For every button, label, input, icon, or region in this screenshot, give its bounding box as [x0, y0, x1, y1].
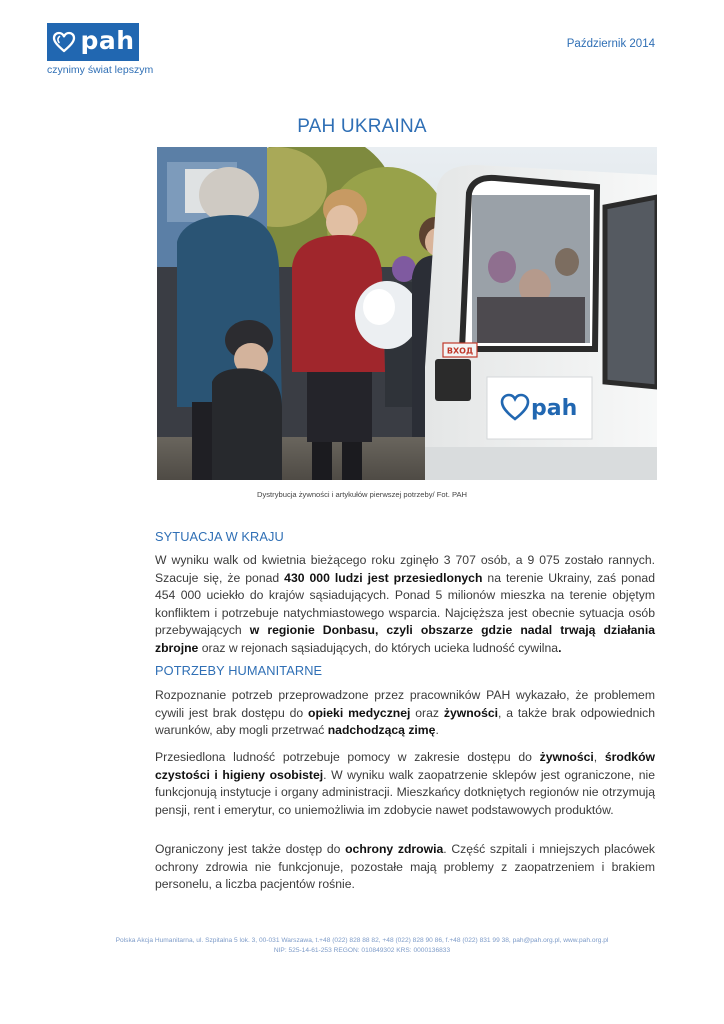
section-heading-situation: SYTUACJA W KRAJU [155, 529, 284, 544]
emphasis-text: 430 000 ludzi jest przesiedlonych [284, 570, 483, 585]
pah-logo [47, 23, 139, 61]
body-text: oraz w rejonach sąsiadujących, do których ucieka ludność cywilna [198, 640, 559, 655]
needs-paragraph-1 [155, 687, 655, 740]
body-text: , [593, 750, 605, 764]
body-text: oraz [410, 705, 444, 720]
body-text: W wyniku walk od kwietnia bieżącego roku zginęło 3 707 osób, a 9 075 zostało rannych. Szacuje się, że ponad [155, 553, 655, 585]
body-text: Ograniczony jest także dostęp do [155, 842, 346, 856]
body-text: Przesiedlona ludność potrzebuje pomocy w zakresie dostępu do [155, 750, 540, 764]
tagline: czynimy świat lepszym [47, 64, 154, 76]
situation-paragraph [155, 552, 655, 657]
photo-illustration [157, 147, 657, 480]
heart-logo-icon [51, 29, 77, 55]
document-date: Październik 2014 [566, 38, 655, 50]
emphasis-text: opieki medycznej [308, 705, 411, 720]
needs-paragraph-2 [155, 749, 655, 819]
body-text: . [435, 723, 439, 737]
van-logo-text: pah [531, 396, 578, 421]
emphasis-text: ochrony zdrowia [345, 842, 444, 856]
photo-caption: Dystrybucja żywności i artykułów pierwszej potrzeby/ Fot. PAH [256, 490, 468, 499]
body-text: . Część szpitali i mniejszych placówek ochrony zdrowia nie funkcjonuje, pozostałe mają problemy z zaopatrzeniem i brakiem personelu, a liczba pacjentów rośnie. [155, 842, 655, 891]
emphasis-text: w regionie Donbasu, czyli obszarze gdzie nadal trwają działania zbrojne [155, 623, 656, 655]
body-text: , a także brak odpowiednich warunków, aby mogli przetrwać [155, 705, 655, 737]
body-text: Rozpoznanie potrzeb przeprowadzone przez pracowników PAH wykazało, że problemem cywili jest brak dostępu do [155, 688, 655, 720]
needs-paragraph-3 [155, 841, 655, 894]
section-heading-needs: POTRZEBY HUMANITARNE [155, 663, 323, 678]
distribution-photo [157, 147, 657, 480]
footer-registration: NIP: 525-14-61-253 REGON: 010849302 KRS: 0000136833 [273, 947, 451, 954]
body-text: na terenie Ukrainy, zaś ponad 454 000 uciekło do krajów sąsiadujących. Ponad 5 milionów mieszka na terenie objętym konfliktem i potrzebuje natychmiastowego wsparcia. Najcięższa jest obecnie sytuacja osób przebywających [155, 570, 655, 637]
footer-address: Polska Akcja Humanitarna, ul. Szpitalna 5 lok. 3, 00-031 Warszawa, t.+48 (022) 828 88 82, +48 (022) 828 90 86, f.+48 (022) 831 99 38, pah@pah.org.pl, www.pah.org.pl [115, 937, 609, 944]
logo-wordmark: pah [80, 26, 135, 55]
body-text: . W wyniku walk zaopatrzenie sklepów jest ograniczone, nie funkcjonują instytucje i organy administracji. Mieszkańcy dotkniętych regionów nie otrzymują pensji, rent i emerytur, co uniemożliwia im zdobycie nawet podstawowych produktów. [155, 767, 655, 817]
page-title: PAH UKRAINA [297, 116, 427, 137]
emphasis-text: nadchodzącą zimę [327, 723, 436, 737]
emphasis-text: środków czystości i higieny osobistej [155, 750, 655, 782]
emphasis-text: żywności [443, 705, 499, 720]
emphasis-text: . [558, 640, 562, 655]
door-sign: ВХОД [446, 346, 474, 356]
emphasis-text: żywności [539, 750, 594, 764]
